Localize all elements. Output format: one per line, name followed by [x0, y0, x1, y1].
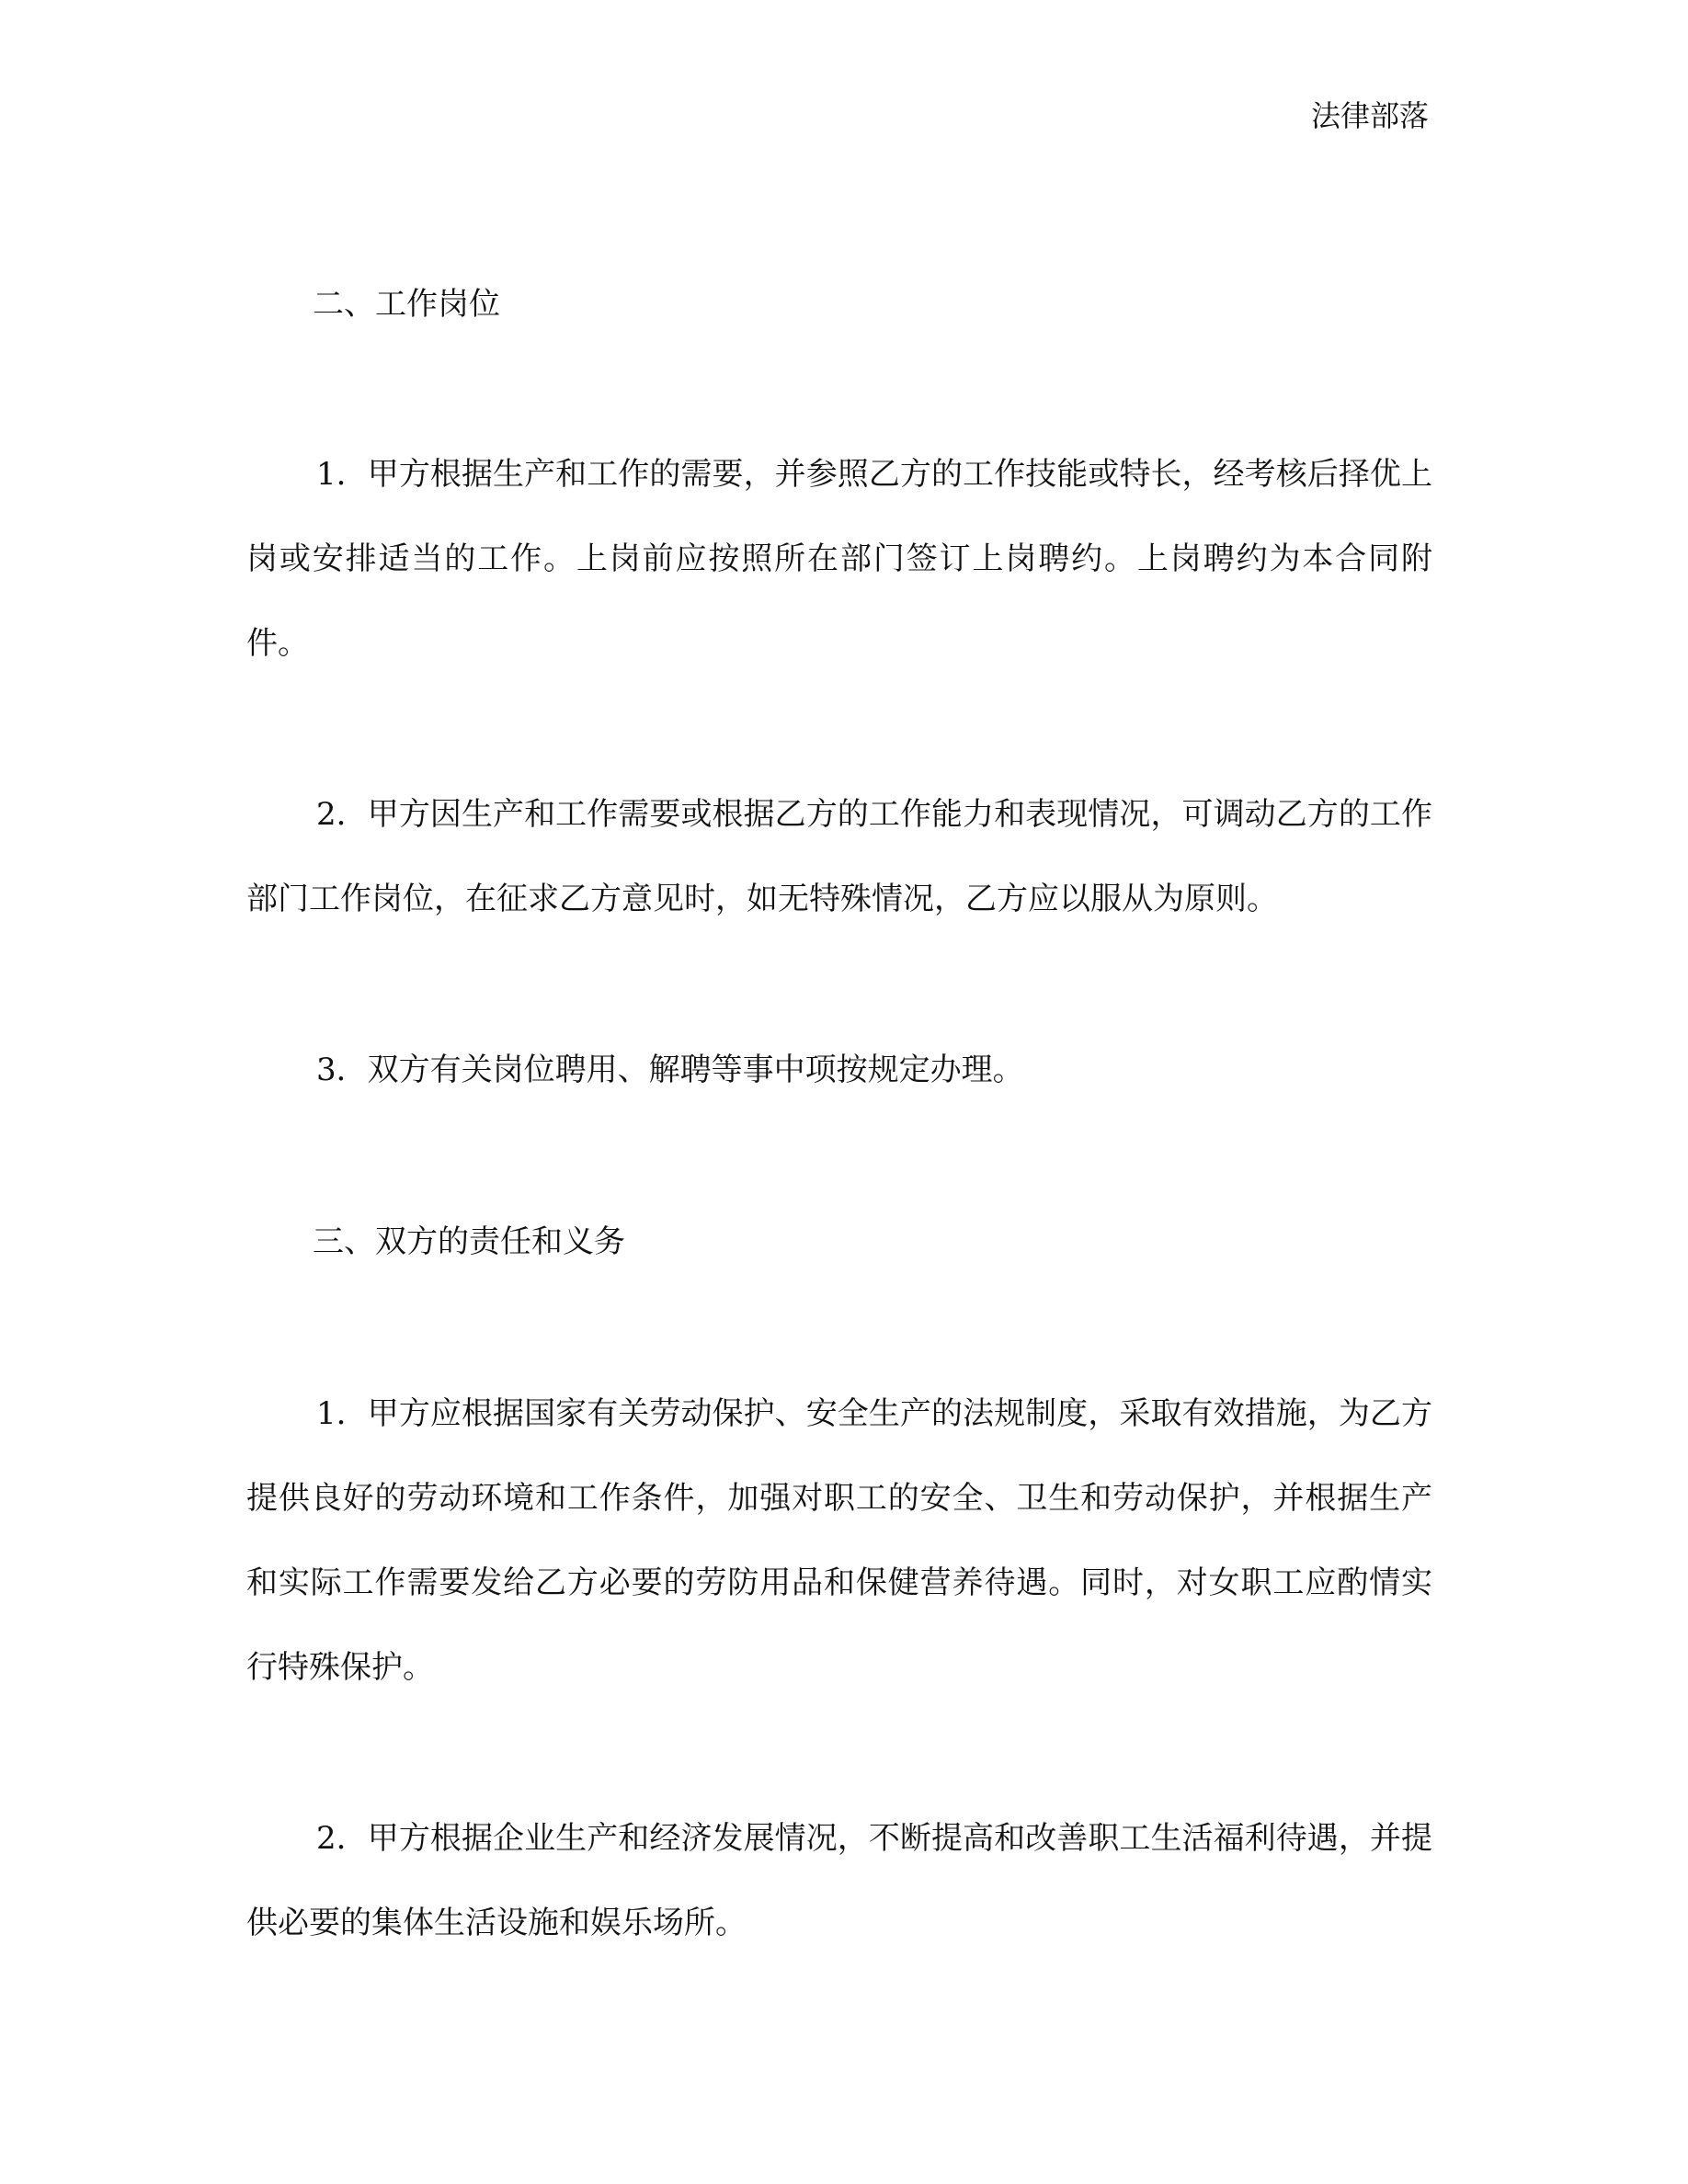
page-header: 法律部落 [1310, 98, 1429, 133]
paragraph-2-1: 1．甲方根据生产和工作的需要，并参照乙方的工作技能或特长，经考核后择优上岗或安排适当的工作。上岗前应按照所在部门签订上岗聘约。上岗聘约为本合同附件。 [246, 456, 1432, 662]
paragraph-3-1: 1．甲方应根据国家有关劳动保护、安全生产的法规制度，采取有效措施，为乙方提供良好的劳动环境和工作条件，加强对职工的安全、卫生和劳动保护，并根据生产和实际工作需要发给乙方必要的劳防用品和保健营养待遇。同时，对女职工应酌情实行特殊保护。 [246, 1395, 1432, 1686]
paragraph-3-2: 2．甲方根据企业生产和经济发展情况，不断提高和改善职工生活福利待遇，并提供必要的集体生活设施和娱乐场所。 [246, 1820, 1432, 1941]
section-heading-responsibilities: 三、双方的责任和义务 [313, 1223, 625, 1260]
paragraph-2-3: 3．双方有关岗位聘用、解聘等事中项按规定办理。 [316, 1052, 1024, 1088]
section-heading-work-position: 二、工作岗位 [313, 286, 500, 323]
paragraph-2-2: 2．甲方因生产和工作需要或根据乙方的工作能力和表现情况，可调动乙方的工作部门工作岗位，在征求乙方意见时，如无特殊情况，乙方应以服从为原则。 [246, 796, 1432, 917]
